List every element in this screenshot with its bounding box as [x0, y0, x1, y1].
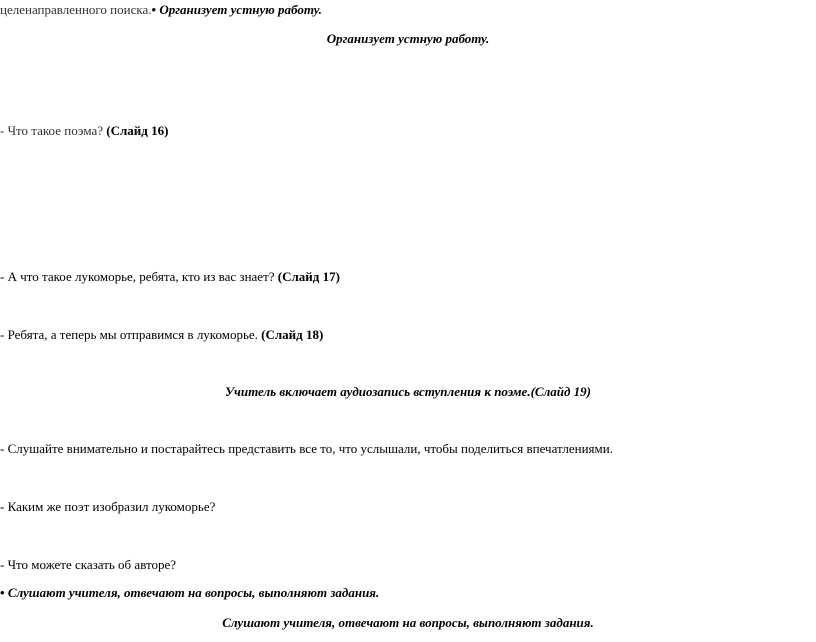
slide-17-ref: (Слайд 17)	[277, 269, 340, 284]
question-lukomorye-text: - А что такое лукоморье, ребята, кто из вас знает?	[0, 269, 278, 284]
slide-16-ref: (Слайд 16)	[106, 123, 169, 138]
students-action: Слушают учителя, отвечают на вопросы, выполняют задания.	[7, 585, 380, 600]
question-how: - Каким же поэт изобразил лукоморье?	[0, 499, 216, 514]
question-author: - Что можете сказать об авторе?	[0, 557, 177, 572]
intro-line	[0, 2, 322, 18]
listen-instruction: - Слушайте внимательно и постарайтесь представить все то, что услышали, чтобы поделиться впечатлениями.	[0, 441, 613, 456]
audio-instruction: Учитель включает аудиозапись вступления к поэме.(Слайд 19)	[224, 384, 592, 399]
question-lukomorye	[0, 269, 340, 285]
bullet-icon: •	[151, 2, 157, 17]
slide-18-ref: (Слайд 18)	[261, 327, 324, 342]
teacher-action: Организует устную работу.	[159, 2, 322, 17]
question-poem	[0, 123, 168, 139]
travel-line	[0, 327, 323, 343]
bullet-icon: •	[0, 585, 5, 600]
students-line	[0, 585, 379, 601]
students-action-heading: Слушают учителя, отвечают на вопросы, выполняют задания.	[222, 615, 594, 630]
question-poem-text: - Что такое поэма?	[0, 123, 107, 138]
travel-text: - Ребята, а теперь мы отправимся в лукоморье.	[0, 327, 262, 342]
intro-text: целенаправленного поиска.	[0, 2, 152, 17]
teacher-action-heading: Организует устную работу.	[326, 31, 490, 46]
